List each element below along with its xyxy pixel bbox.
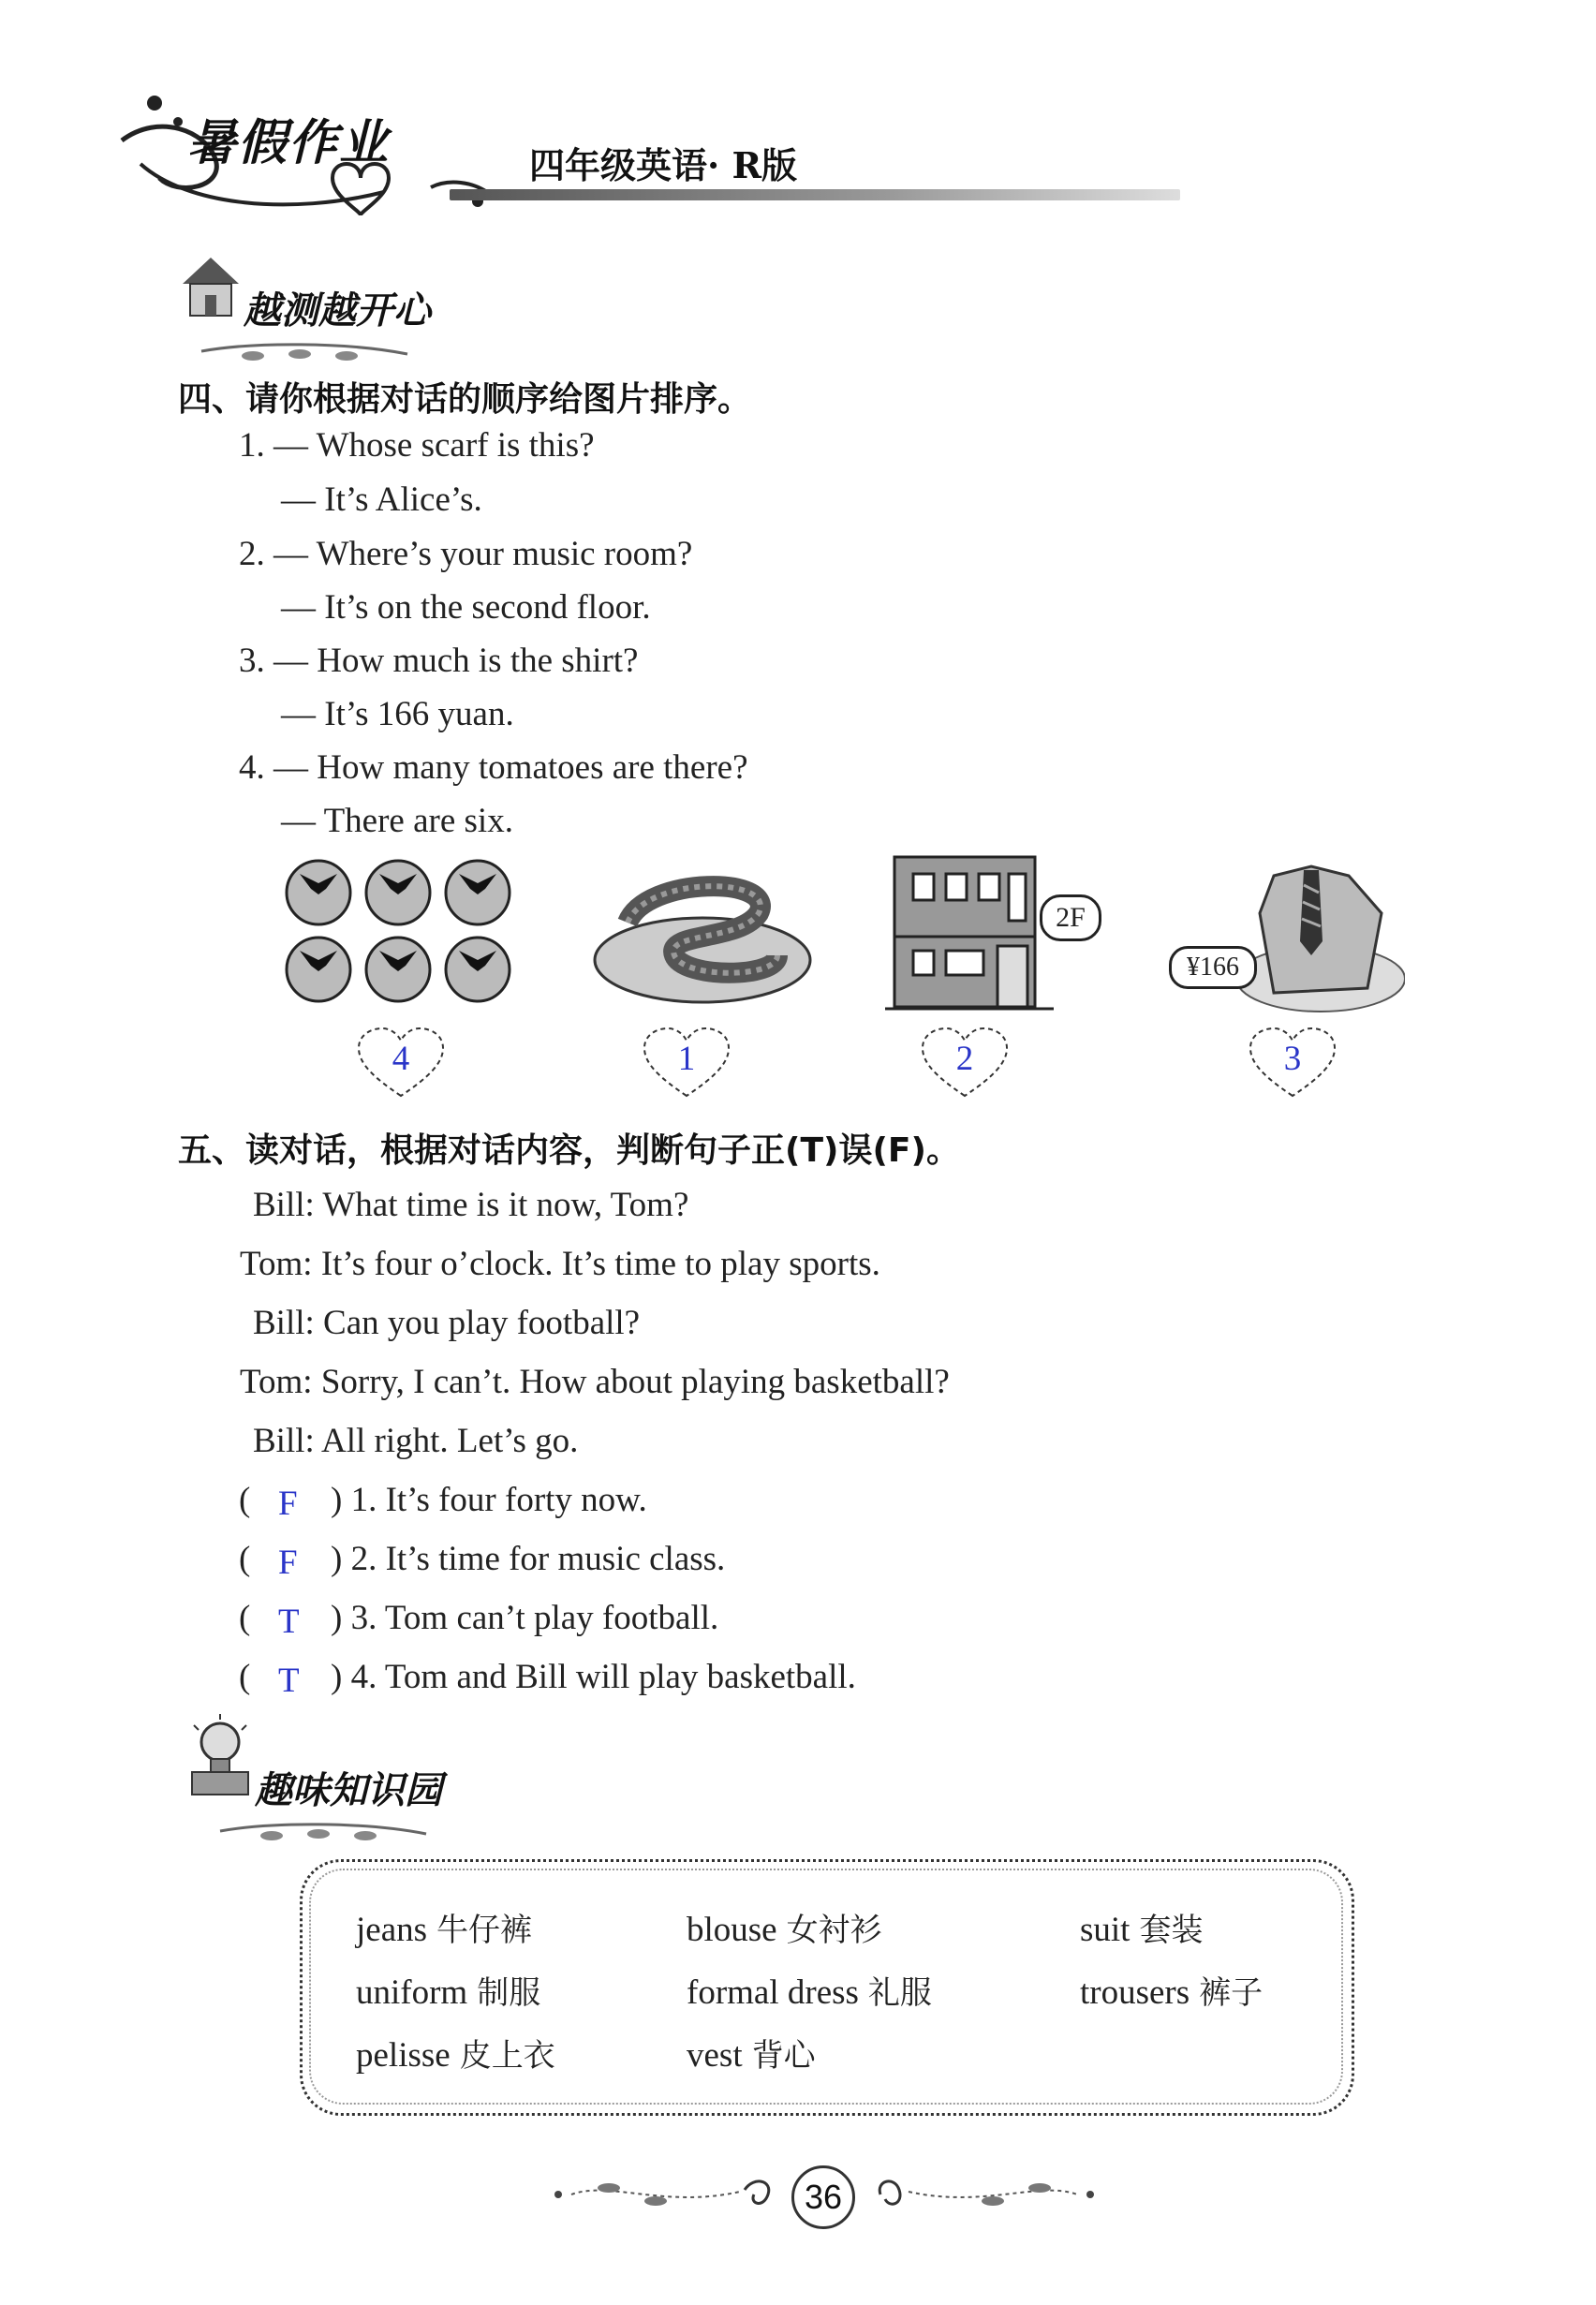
header-rule	[450, 189, 1180, 200]
vocab-item: formal dress 礼服	[687, 1973, 932, 2012]
badge-underline-decoration	[215, 1817, 431, 1850]
heart-answer: 1	[677, 1040, 696, 1078]
dialog-line: Bill: Can you play football?	[253, 1304, 641, 1342]
dialog-line: — There are six.	[281, 802, 513, 840]
dialog-line: — It’s on the second floor.	[281, 588, 651, 627]
answer-heart-1[interactable]	[354, 1026, 448, 1101]
footer-ornament-right	[862, 2171, 1096, 2223]
heart-answer: 4	[392, 1040, 410, 1078]
lightbulb-icon	[183, 1714, 258, 1803]
dialog-line: 2. — Where’s your music room?	[239, 535, 693, 573]
page-number: 36	[791, 2165, 855, 2229]
tf-item-3	[239, 1598, 1082, 1645]
house-icon	[173, 248, 248, 328]
vocab-item: suit 套装	[1080, 1911, 1204, 1949]
price-tag	[1169, 946, 1257, 989]
building-picture	[885, 848, 1063, 1021]
heart-answer: 3	[1283, 1040, 1302, 1078]
open-paren: (	[239, 1481, 251, 1519]
tf-statement: ) 2. It’s time for music class.	[331, 1540, 726, 1578]
dialog-line: — It’s 166 yuan.	[281, 695, 514, 733]
tf-item-4	[239, 1657, 1082, 1704]
tf-item-2	[239, 1539, 1082, 1586]
tf-answer[interactable]: F	[278, 1544, 298, 1582]
floor-label-text: 2F	[1056, 902, 1086, 933]
open-paren: (	[239, 1658, 251, 1696]
open-paren: (	[239, 1599, 251, 1637]
dialog-line: Tom: It’s four o’clock. It’s time to play sports.	[240, 1245, 880, 1283]
tf-statement: ) 3. Tom can’t play football.	[331, 1599, 719, 1637]
scarf-picture	[590, 866, 815, 1012]
floor-label	[1040, 894, 1101, 941]
tomatoes-picture	[281, 857, 525, 1012]
vocab-item: jeans 牛仔裤	[356, 1911, 533, 1949]
dialog-line: Tom: Sorry, I can’t. How about playing basketball?	[240, 1363, 950, 1401]
dialog-line: Bill: All right. Let’s go.	[253, 1422, 579, 1460]
open-paren: (	[239, 1540, 251, 1578]
price-tag-text: ¥166	[1187, 953, 1239, 982]
vocab-item: uniform 制服	[356, 1973, 541, 2012]
vocab-item: trousers 裤子	[1080, 1973, 1264, 2012]
tf-statement: ) 4. Tom and Bill will play basketball.	[331, 1658, 856, 1696]
answer-heart-2[interactable]	[640, 1026, 733, 1101]
heart-answer: 2	[955, 1040, 974, 1078]
vocab-item: vest 背心	[687, 2036, 816, 2075]
header-title: 暑假作业	[187, 115, 391, 171]
footer-ornament-left	[553, 2171, 787, 2223]
shirt-picture	[1218, 857, 1405, 1021]
vocab-item: blouse 女衬衫	[687, 1911, 882, 1949]
tf-statement: ) 1. It’s four forty now.	[331, 1481, 647, 1519]
tf-answer[interactable]: T	[278, 1603, 300, 1641]
answer-heart-4[interactable]	[1246, 1026, 1339, 1101]
section-heading-4: 四、请你根据对话的顺序给图片排序。	[178, 380, 752, 419]
dialog-line: 4. — How many tomatoes are there?	[239, 748, 748, 787]
answer-heart-3[interactable]	[918, 1026, 1012, 1101]
dialog-line: — It’s Alice’s.	[281, 480, 482, 519]
header-subtitle: 四年级英语· R版	[529, 144, 798, 186]
vocab-item: pelisse 皮上衣	[356, 2036, 555, 2075]
section-badge: 趣味知识园	[255, 1769, 442, 1812]
tf-answer[interactable]: F	[278, 1485, 298, 1523]
dialog-line: Bill: What time is it now, Tom?	[253, 1186, 689, 1224]
badge-underline-decoration	[197, 337, 412, 370]
dialog-line: 1. — Whose scarf is this?	[239, 426, 595, 465]
tf-item-1	[239, 1480, 1082, 1527]
section-badge: 越测越开心	[244, 289, 431, 332]
dialog-line: 3. — How much is the shirt?	[239, 642, 639, 680]
tf-answer[interactable]: T	[278, 1662, 300, 1700]
section-heading-5: 五、读对话，根据对话内容，判断句子正(T)误(F)。	[178, 1131, 960, 1170]
